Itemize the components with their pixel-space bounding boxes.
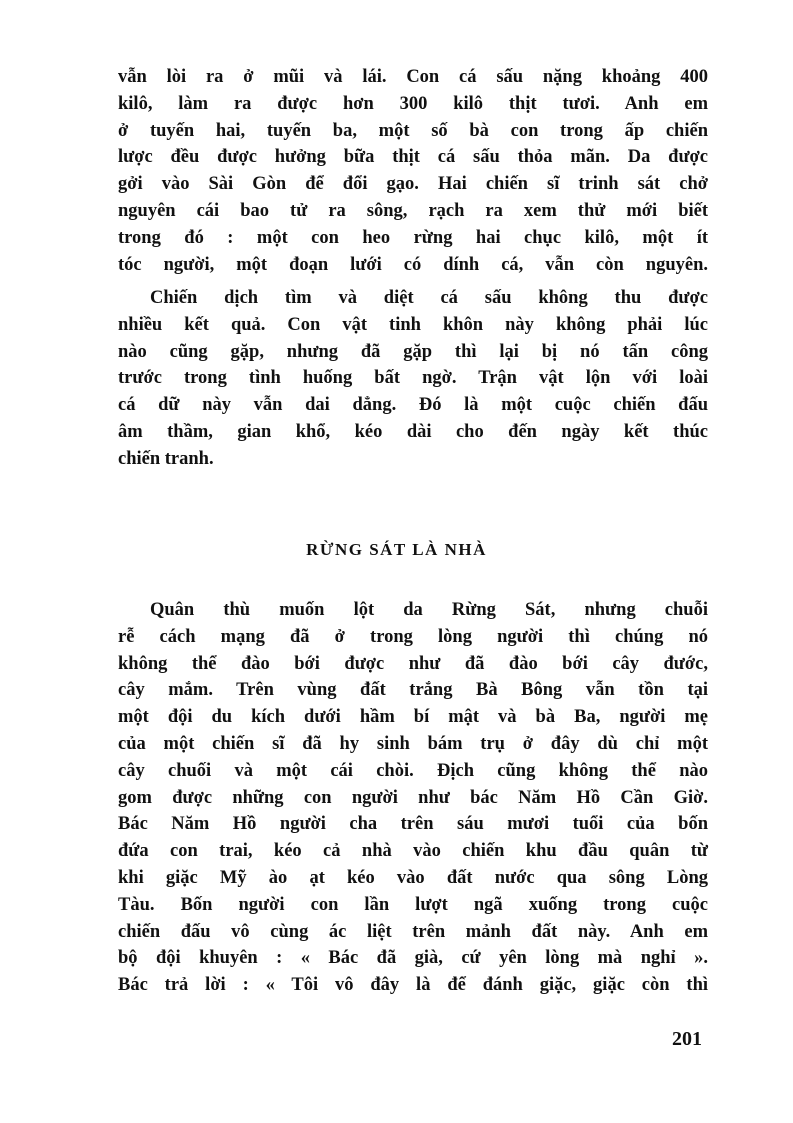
text-line: chiến đấu vô cùng ác liệt trên mảnh đất này. Anh em [118,921,708,942]
text-line: Chiến dịch tìm và diệt cá sấu không thu được [150,288,708,308]
text-line: Quân thù muốn lột da Rừng Sát, nhưng chuỗi [150,600,708,620]
text-line: cây mắm. Trên vùng đất trắng Bà Bông vẫn tồn tại [118,680,708,701]
text-line: ở tuyến hai, tuyến ba, một số bà con trong ấp chiến [118,120,708,141]
text-line: kilô, làm ra được hơn 300 kilô thịt tươi. Anh em [118,93,708,114]
text-line: Bác trả lời : « Tôi vô đây là để đánh giặc, giặc còn thì [118,975,708,996]
text-line: khi giặc Mỹ ào ạt kéo vào đất nước qua sông Lòng [118,867,708,888]
text-line: lược đều được hưởng bữa thịt cá sấu thỏa mãn. Da được [118,147,708,168]
text-line: bộ đội khuyên : « Bác đã già, cứ yên lòng mà nghỉ ». [118,948,708,969]
text-line: cá dữ này vẫn dai dẳng. Đó là một cuộc chiến đấu [118,395,708,416]
text-line: trước trong tình huống bất ngờ. Trận vật lộn với loài [118,368,708,389]
text-line: không thể đào bới được như đã đào bới cây đước, [118,653,708,674]
text-line: gom được những con người như bác Năm Hồ Cần Giờ. [118,787,708,808]
text-line: trong đó : một con heo rừng hai chục kilô, một ít [118,227,708,248]
text-line: nhiều kết quả. Con vật tinh khôn này không phải lúc [118,314,708,335]
paragraph-section-body [118,597,708,999]
text-line: Bác Năm Hồ người cha trên sáu mươi tuổi của bốn [118,814,708,835]
paragraph-continuation [118,64,708,278]
text-line: một đội du kích dưới hầm bí mật và bà Ba, người mẹ [118,707,708,728]
paragraph-campaign [118,285,708,473]
text-line: cây chuối và một cái chòi. Địch cũng không thể nào [118,760,708,781]
text-line: âm thầm, gian khổ, kéo dài cho đến ngày kết thúc [118,421,708,442]
text-line: rễ cách mạng đã ở trong lòng người thì chúng nó [118,626,708,647]
text-line: của một chiến sĩ đã hy sinh bám trụ ở đây dù chỉ một [118,733,708,754]
text-line: tóc người, một đoạn lưới có dính cá, vẫn còn nguyên. [118,254,708,275]
page-number: 201 [672,1028,702,1050]
text-line: chiến tranh. [118,448,214,469]
text-line: vẫn lòi ra ở mũi và lái. Con cá sấu nặng khoảng 400 [118,67,708,87]
text-line: nào cũng gặp, nhưng đã gặp thì lại bị nó tấn công [118,341,708,362]
text-line: Tàu. Bốn người con lần lượt ngã xuống trong cuộc [118,894,708,915]
text-line: gởi vào Sài Gòn để đổi gạo. Hai chiến sĩ trinh sát chở [118,174,708,195]
text-line: đứa con trai, kéo cả nhà vào chiến khu đầu quân từ [118,841,708,862]
text-line: nguyên cái bao tử ra sông, rạch ra xem thử mới biết [118,200,708,221]
section-heading: RỪNG SÁT LÀ NHÀ [306,540,487,559]
